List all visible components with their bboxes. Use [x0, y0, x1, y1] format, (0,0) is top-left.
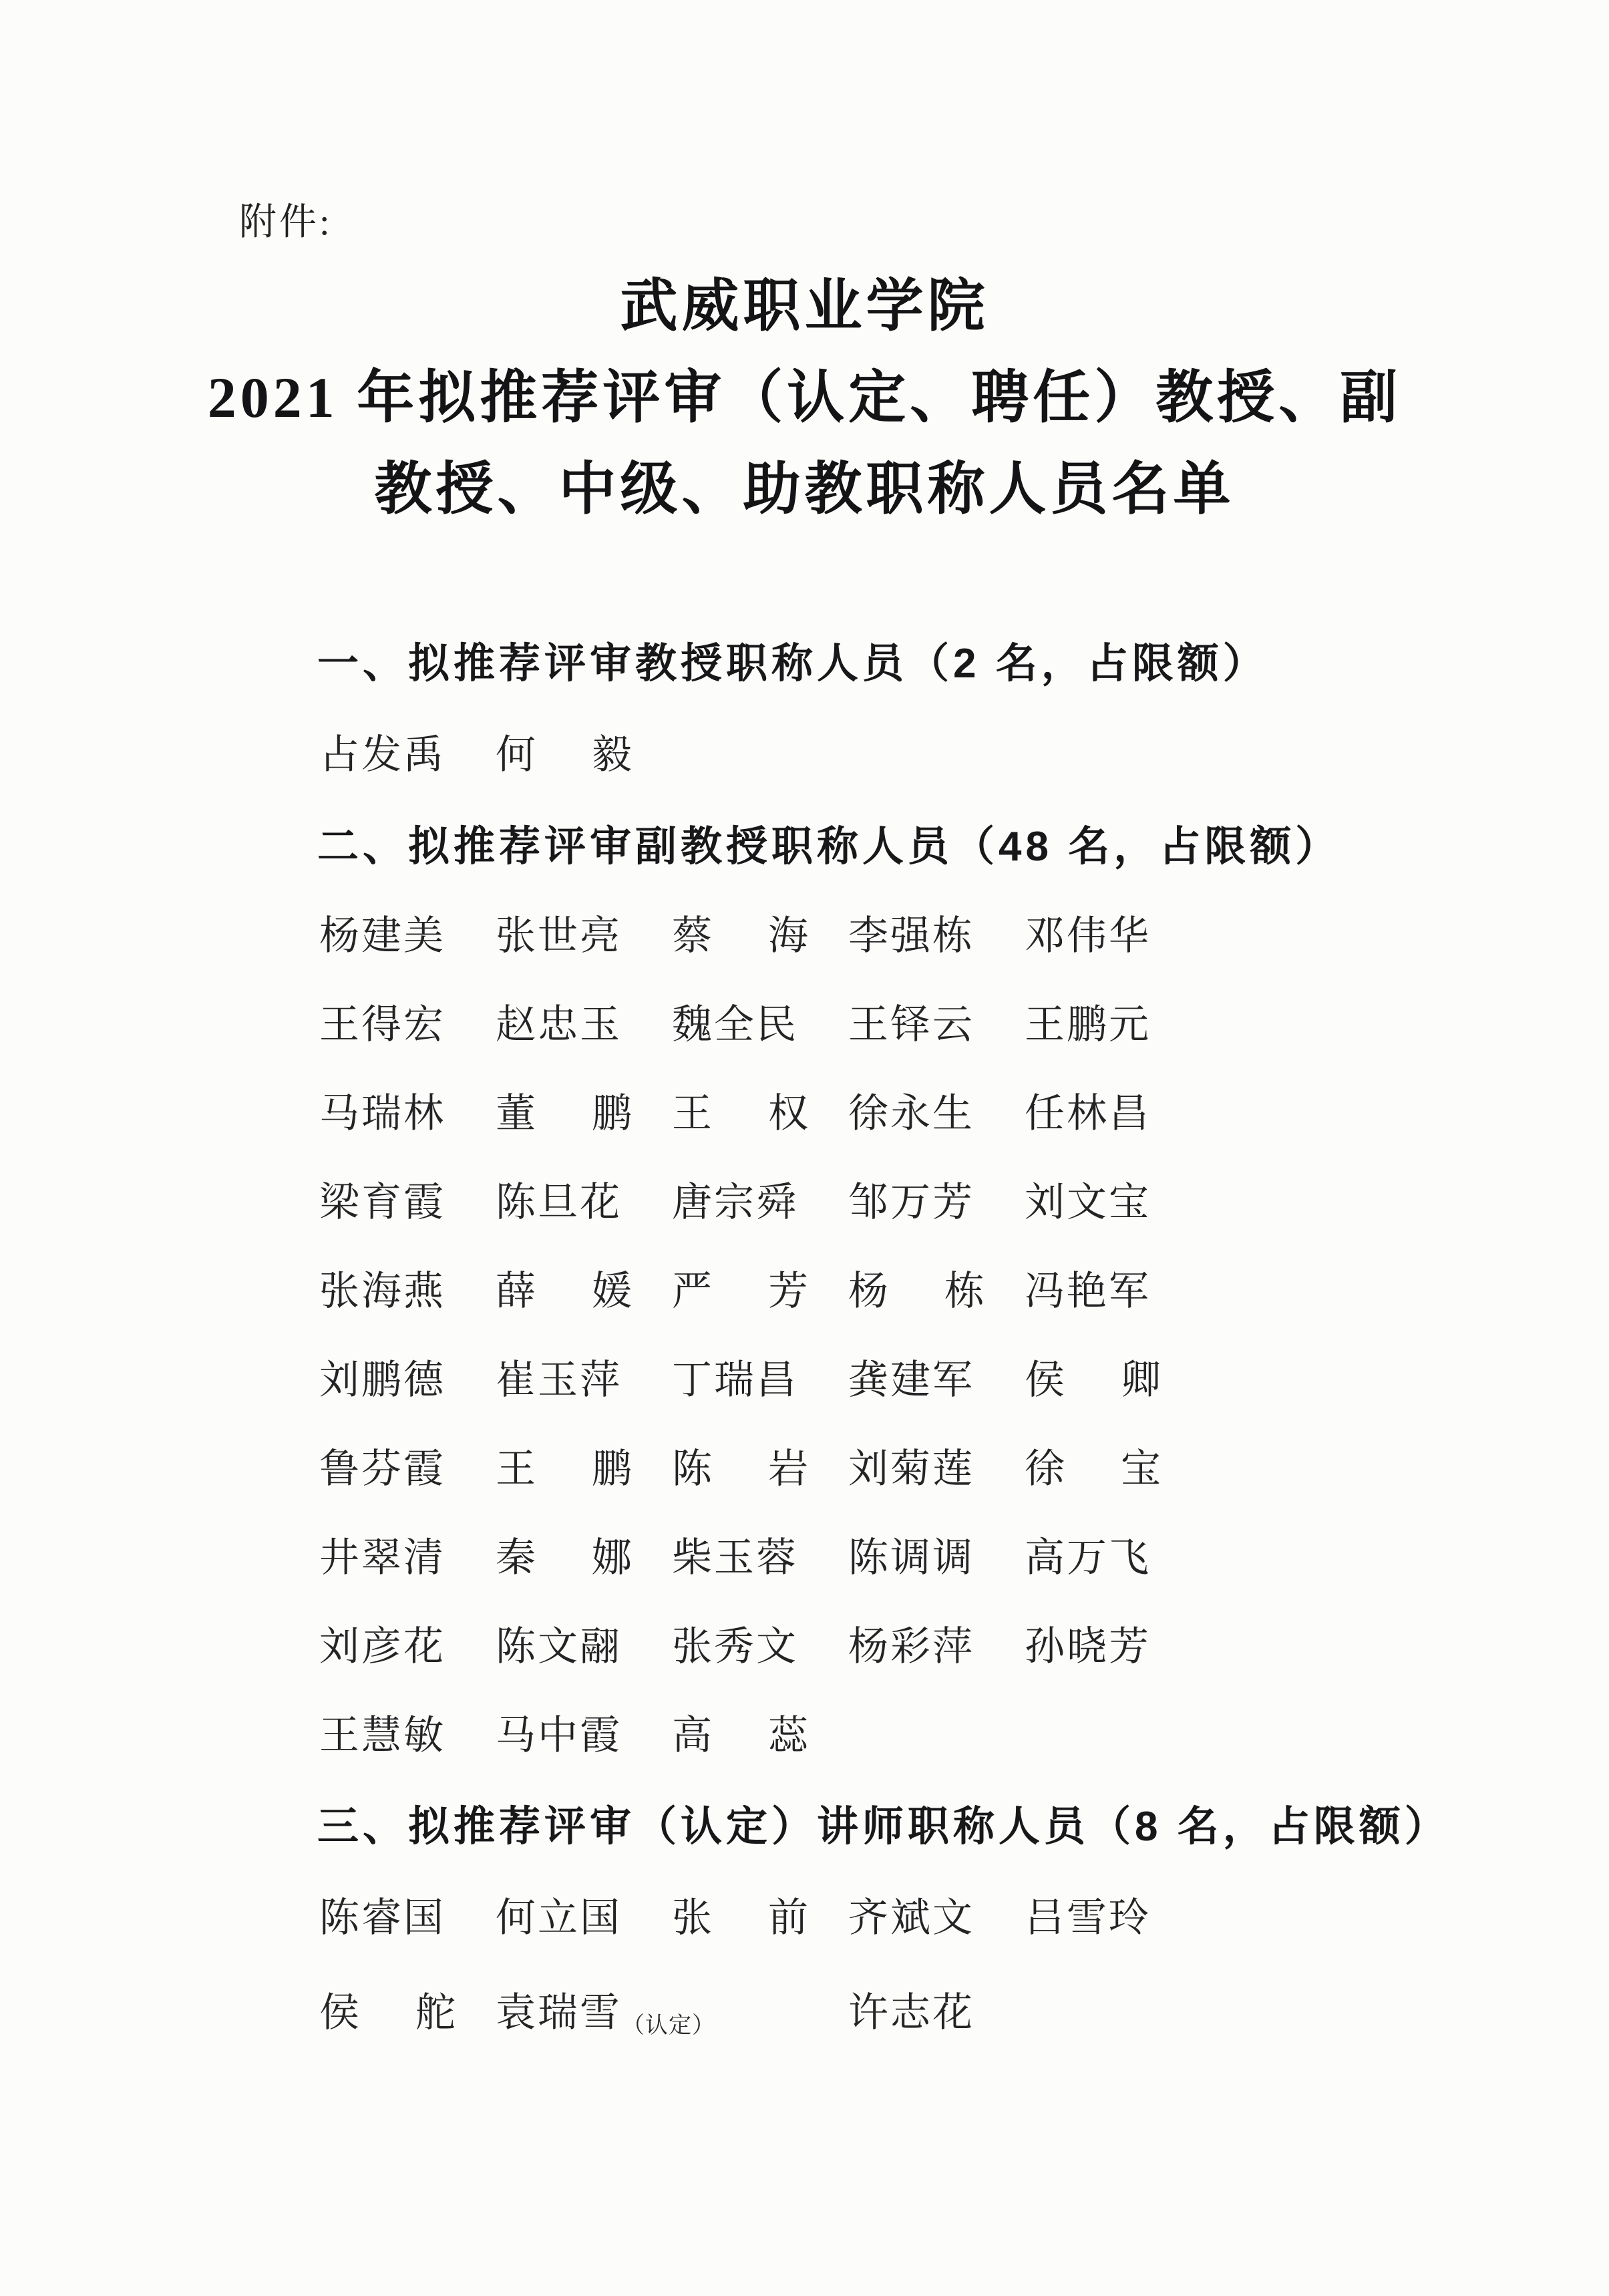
- name-row-associate-10: [319, 1712, 848, 1759]
- title-line-1: 武威职业学院: [620, 274, 989, 338]
- name-row-associate-2: [319, 1001, 1201, 1048]
- section-professor-heading: 一、拟推荐评审教授职称人员（2 名，占限额）: [317, 641, 1268, 687]
- title-line-3: 教授、中级、助教职称人员名单: [374, 457, 1235, 521]
- person-name: 鲁芬霞: [319, 1447, 445, 1491]
- person-name: 陈旦花: [496, 1180, 622, 1224]
- person-name: 徐 宝: [1025, 1447, 1163, 1491]
- person-name: 占发禹: [319, 733, 445, 777]
- person-name: 龚建军: [848, 1358, 974, 1402]
- person-name: 侯 卿: [1025, 1358, 1163, 1402]
- person-name: 梁育霞: [319, 1180, 445, 1224]
- person-name: 陈文翮: [496, 1625, 622, 1669]
- person-name: 王铎云: [848, 1003, 974, 1047]
- person-name: 张海燕: [319, 1269, 445, 1313]
- person-name: 魏全民: [672, 1003, 798, 1047]
- name-row-lecturer-1: [319, 1895, 1201, 1941]
- person-name: 邹万芳: [848, 1180, 974, 1224]
- person-name: 何立国: [496, 1896, 622, 1940]
- name-row-professor-1: [319, 731, 672, 778]
- name-row-associate-6: [319, 1357, 1201, 1404]
- person-name: 董 鹏: [496, 1092, 634, 1136]
- person-name: 王 鹏: [496, 1447, 634, 1491]
- person-name: 齐斌文: [848, 1896, 974, 1940]
- person-name: 何 毅: [496, 733, 634, 777]
- person-name: 秦 娜: [496, 1536, 634, 1580]
- person-name: 杨 栋: [848, 1269, 987, 1313]
- person-name: 杨彩萍: [848, 1625, 974, 1669]
- person-name: 赵忠玉: [496, 1003, 622, 1047]
- person-name: 侯 舵: [319, 1991, 458, 2035]
- person-name: 陈 岩: [672, 1447, 810, 1491]
- person-name: 王 权: [672, 1092, 810, 1136]
- name-annotation: （认定）: [622, 2013, 715, 2038]
- person-name: 高 蕊: [672, 1713, 810, 1758]
- person-name: 刘鹏德: [319, 1358, 445, 1402]
- person-name: 井翠清: [319, 1536, 445, 1580]
- name-row-associate-9: [319, 1623, 1201, 1670]
- person-name: 孙晓芳: [1025, 1625, 1151, 1669]
- person-name: 崔玉萍: [496, 1358, 622, 1402]
- name-row-lecturer-2: [319, 1989, 1025, 2043]
- person-name: 徐永生: [848, 1092, 974, 1136]
- title-line-2: 2021 年拟推荐评审（认定、聘任）教授、副: [207, 365, 1402, 430]
- person-name: 唐宗舜: [672, 1180, 798, 1224]
- attachment-label: 附件:: [239, 202, 333, 243]
- person-name: 李强栋: [848, 914, 974, 958]
- person-name: 王鹏元: [1025, 1003, 1151, 1047]
- person-name: 袁瑞雪（认定）: [496, 1989, 630, 2043]
- person-name: 吕雪玲: [1025, 1896, 1151, 1940]
- name-row-associate-8: [319, 1534, 1201, 1581]
- person-name: 王慧敏: [319, 1713, 445, 1758]
- person-name: 邓伟华: [1025, 914, 1151, 958]
- person-name: 刘文宝: [1025, 1180, 1151, 1224]
- name-row-associate-5: [319, 1268, 1201, 1315]
- document-title: [0, 261, 1609, 535]
- person-name: 刘菊莲: [848, 1447, 974, 1491]
- person-name: 张秀文: [672, 1625, 798, 1669]
- person-name: 杨建美: [319, 914, 445, 958]
- name-row-associate-3: [319, 1090, 1201, 1137]
- person-name: 冯艳军: [1025, 1269, 1151, 1313]
- person-name: 马中霞: [496, 1713, 622, 1758]
- name-row-associate-1: [319, 913, 1201, 959]
- person-name: 蔡 海: [672, 914, 810, 958]
- person-name: 陈调调: [848, 1536, 974, 1580]
- person-name: 任林昌: [1025, 1092, 1151, 1136]
- person-name: 张世亮: [496, 914, 622, 958]
- section-associate-professor-heading: 二、拟推荐评审副教授职称人员（48 名，占限额）: [317, 824, 1341, 870]
- person-name: 刘彦花: [319, 1625, 445, 1669]
- person-name: 马瑞林: [319, 1092, 445, 1136]
- person-name: 高万飞: [1025, 1536, 1151, 1580]
- person-name: 薛 媛: [496, 1269, 634, 1313]
- person-name: 丁瑞昌: [672, 1358, 798, 1402]
- name-row-associate-7: [319, 1446, 1201, 1492]
- person-name: 柴玉蓉: [672, 1536, 798, 1580]
- person-name: 王得宏: [319, 1003, 445, 1047]
- person-name: 张 前: [672, 1896, 810, 1940]
- person-name: 严 芳: [672, 1269, 810, 1313]
- person-name: 陈睿国: [319, 1896, 445, 1940]
- name-row-associate-4: [319, 1179, 1201, 1226]
- person-name: 许志花: [848, 1991, 974, 2035]
- section-lecturer-heading: 三、拟推荐评审（认定）讲师职称人员（8 名，占限额）: [317, 1804, 1450, 1850]
